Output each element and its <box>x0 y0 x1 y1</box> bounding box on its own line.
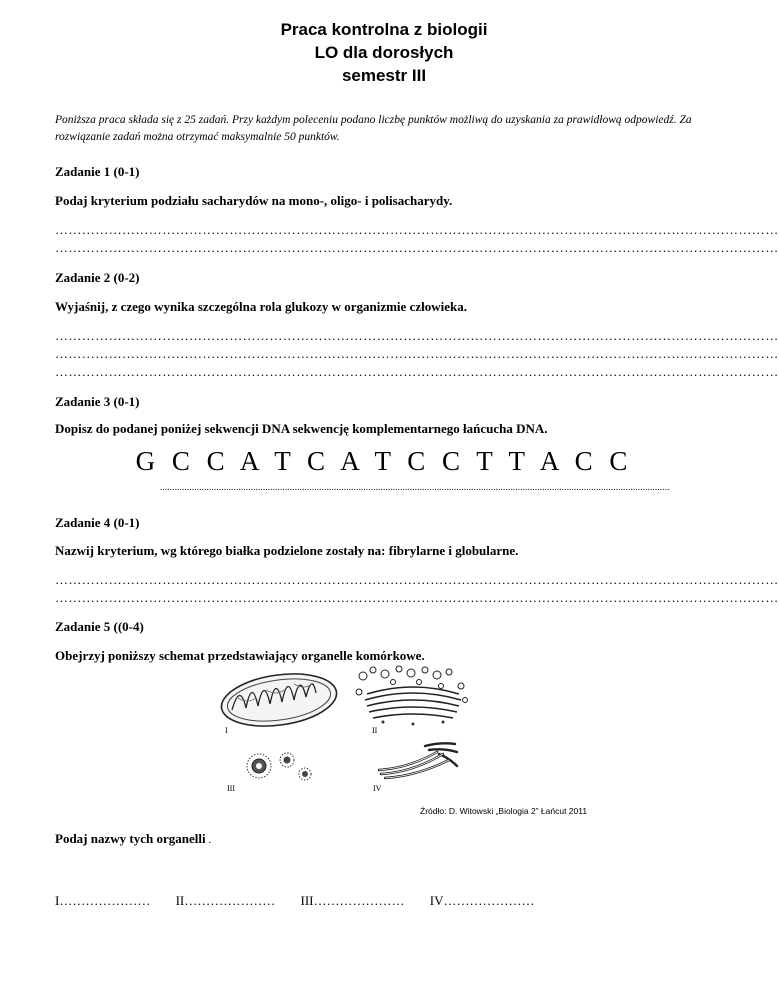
page-subtitle-semester: semestr III <box>341 66 427 85</box>
task-5-prompt-suffix: . <box>205 834 212 846</box>
figure-label-ii: II <box>372 726 378 735</box>
microtubules-drawing <box>375 740 465 782</box>
task-5-question: Obejrzyj poniższy schemat przedstawiający organelle komórkowe. <box>55 648 425 663</box>
organelle-answers <box>55 893 556 909</box>
organelles-figure <box>215 664 475 796</box>
answer-line[interactable]: ……………………………………………………………………………………………………………………………………………… <box>55 364 779 379</box>
dna-answer-line[interactable]: ................................................................................................................................................................................................................ <box>160 482 670 492</box>
mitochondrion-drawing <box>218 668 340 730</box>
answer-field-iii[interactable]: III………………… <box>300 893 405 908</box>
answer-line[interactable]: ……………………………………………………………………………………………………………………………………………… <box>55 240 779 255</box>
answer-line[interactable]: ……………………………………………………………………………………………………………………………………………… <box>55 590 779 605</box>
answer-line[interactable]: ……………………………………………………………………………………………………………………………………………… <box>55 222 779 237</box>
task-2-question: Wyjaśnij, z czego wynika szczególna rola glukozy w organizmie człowieka. <box>55 299 467 314</box>
task-1-title: Zadanie 1 (0-1) <box>55 164 140 179</box>
golgi-apparatus-drawing <box>353 664 473 726</box>
answer-field-i[interactable]: I………………… <box>55 893 151 908</box>
task-2-title: Zadanie 2 (0-2) <box>55 270 140 285</box>
task-1-question: Podaj kryterium podziału sacharydów na mono-, oligo- i polisacharydy. <box>55 193 453 208</box>
figure-label-iv: IV <box>373 784 382 793</box>
task-3-title: Zadanie 3 (0-1) <box>55 394 140 409</box>
intro-text: Poniższa praca składa się z 25 zadań. Przy każdym poleceniu podano liczbę punktów możliwą do uzyskania za prawidłową odpowiedź. Za rozwiązanie zadań można otrzymać maksymalnie 50 punktów. <box>55 114 692 143</box>
task-4-title: Zadanie 4 (0-1) <box>55 515 140 530</box>
task-4-question: Nazwij kryterium, wg którego białka podzielone zostały na: fibrylarne i globularne. <box>55 543 519 558</box>
page-title: Praca kontrolna z biologii <box>280 20 488 39</box>
answer-line[interactable]: ……………………………………………………………………………………………………………………………………………… <box>55 572 779 587</box>
task-5-prompt-text: Podaj nazwy tych organelli <box>55 831 206 846</box>
task-3-question: Dopisz do podanej poniżej sekwencji DNA sekwencję komplementarnego łańcucha DNA. <box>55 421 548 436</box>
figure-label-iii: III <box>227 784 235 793</box>
page-subtitle: LO dla dorosłych <box>314 43 454 62</box>
dna-sequence: G C C A T C A T C C T T A C C <box>135 446 633 476</box>
answer-field-ii[interactable]: II………………… <box>175 893 276 908</box>
answer-field-iv[interactable]: IV………………… <box>429 893 535 908</box>
task-5-title: Zadanie 5 ((0-4) <box>55 619 144 634</box>
lysosomes-drawing <box>243 746 323 782</box>
answer-line[interactable]: ……………………………………………………………………………………………………………………………………………… <box>55 328 779 343</box>
answer-line[interactable]: ……………………………………………………………………………………………………………………………………………… <box>55 346 779 361</box>
figure-source: Źródło: D. Witowski „Biologia 2” Łańcut 2011 <box>420 806 588 816</box>
task-5-prompt <box>55 831 211 847</box>
figure-label-i: I <box>225 726 228 735</box>
